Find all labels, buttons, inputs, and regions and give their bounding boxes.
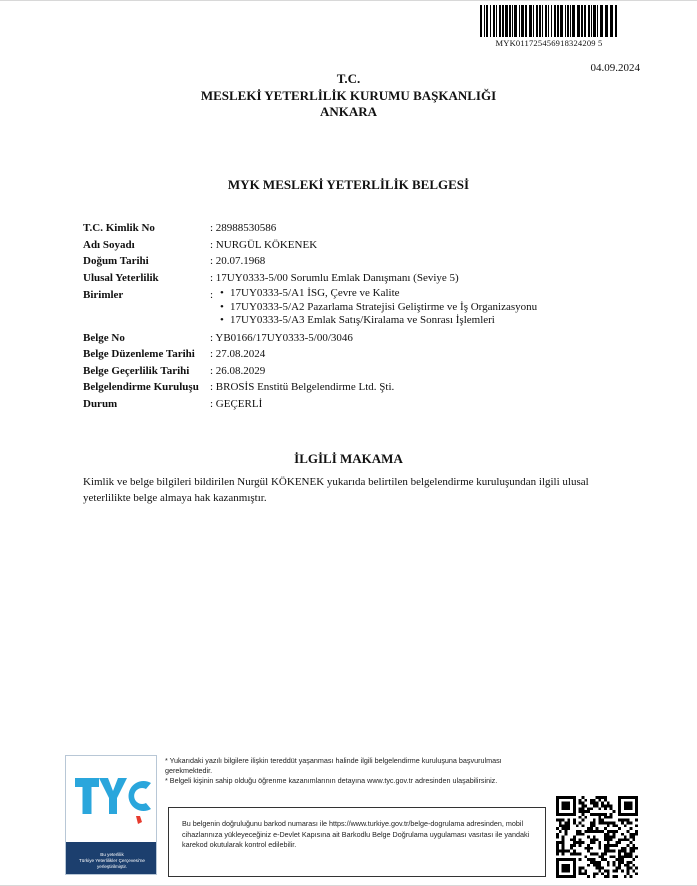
document-date: 04.09.2024 [590, 62, 640, 74]
row-status [83, 396, 643, 413]
value-qualification: : 17UY0333-5/00 Sorumlu Emlak Danışmanı (Seviye 5) [210, 271, 459, 284]
label-valid-date: Belge Geçerlilik Tarihi [83, 364, 190, 377]
row-cert-body [83, 379, 643, 396]
row-valid-date [83, 363, 643, 380]
note-learning: * Belgeli kişinin sahip olduğu öğrenme kazanımlarının detayına www.tyc.gov.tr adresinden ulaşabilirsiniz. [165, 776, 498, 785]
label-units: Birimler [83, 289, 124, 301]
unit-item: • 17UY0333-5/A1 İSG, Çevre ve Kalite [217, 287, 643, 301]
unit-item: • 17UY0333-5/A2 Pazarlama Stratejisi Geliştirme ve İş Organizasyonu [217, 301, 643, 315]
row-issue-date [83, 346, 643, 363]
footer-notes [165, 756, 525, 786]
label-cert-number: Belge No [83, 331, 125, 344]
row-qualification [83, 270, 643, 287]
barcode-icon [480, 5, 617, 37]
row-name [83, 237, 643, 254]
unit-item: • 17UY0333-5/A3 Emlak Satış/Kiralama ve Sonrası İşlemleri [217, 314, 643, 328]
units-list [217, 287, 643, 328]
makam-text: Kimlik ve belge bilgileri bildirilen Nurgül KÖKENEK yukarıda belirtilen belgelendirme kuruluşundan ilgili ulusal yeterlilikte belge almaya hak kazanmıştır. [83, 476, 589, 504]
barcode-number: MYK011725456918324209 5 [495, 38, 603, 48]
value-name: : NURGÜL KÖKENEK [210, 238, 318, 251]
value-tc-kimlik: : 28988530586 [210, 222, 277, 234]
tyc-logo [65, 755, 157, 875]
certificate-info [83, 220, 643, 412]
label-qualification: Ulusal Yeterlilik [83, 271, 159, 284]
qr-code-icon [556, 796, 638, 878]
note-dispute: * Yukarıdaki yazılı bilgilere ilişkin tereddüt yaşanması halinde ilgili belgelendirme kuruluşuna başvurulması gerekmektedir. [165, 756, 502, 775]
label-birth-date: Doğum Tarihi [83, 255, 149, 267]
row-cert-number [83, 330, 643, 347]
units-separator: : [210, 289, 214, 301]
label-cert-body: Belgelendirme Kuruluşu [83, 381, 199, 393]
value-issue-date: : 27.08.2024 [210, 348, 266, 360]
tyc-logo-caption: Bu yeterlilik Türkiye Yeterlilikler Çerçevesi'ne yerleştirilmiştir. [66, 842, 157, 875]
value-valid-date: : 26.08.2029 [210, 364, 266, 377]
header-line-city: ANKARA [319, 104, 378, 119]
row-tc-kimlik [83, 220, 643, 237]
label-name: Adı Soyadı [83, 238, 135, 251]
header-line-tc: T.C. [336, 71, 361, 86]
label-issue-date: Belge Düzenleme Tarihi [83, 348, 195, 360]
tyc-logo-icon [66, 756, 157, 842]
row-units [83, 286, 643, 330]
header-line-institution: MESLEKİ YETERLİLİK KURUMU BAŞKANLIĞI [200, 87, 497, 103]
document-title: MYK MESLEKİ YETERLİLİK BELGESİ [227, 177, 470, 192]
verification-box [168, 807, 546, 877]
value-cert-body: : BROSİS Enstitü Belgelendirme Ltd. Şti. [210, 381, 395, 393]
row-birth-date [83, 253, 643, 270]
label-status: Durum [83, 397, 118, 410]
makam-title: İLGİLİ MAKAMA [294, 451, 403, 466]
label-tc-kimlik: T.C. Kimlik No [83, 222, 155, 234]
value-birth-date: : 20.07.1968 [210, 255, 266, 267]
value-cert-number: : YB0166/17UY0333-5/00/3046 [210, 331, 353, 344]
verification-text: Bu belgenin doğruluğunu barkod numarası ile https://www.turkiye.gov.tr/belge-dogrulama adresinden, mobil cihazlarınıza yükleyeceğiniz e-Devlet Kapısına ait Barkodlu Belge Doğrulama uygulaması vasıtası ile yandaki karekod okutularak kontrol edilebilir. [182, 819, 530, 849]
institution-header [0, 71, 697, 121]
value-status: : GEÇERLİ [210, 397, 263, 410]
